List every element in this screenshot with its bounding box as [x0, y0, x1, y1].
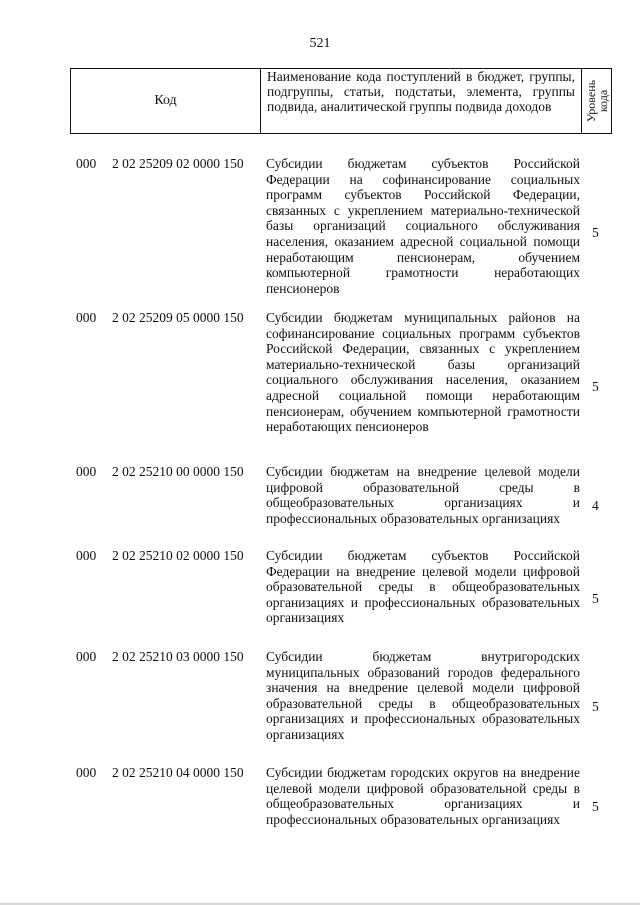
admin-code: 000 [76, 765, 97, 780]
revenue-name: Субсидии бюджетам муниципальных районов на софинансирование социальных программ субъектов Российской Федерации, связанных с укреплением материально-технической базы организаций социального обслуживания населения, оказанием адресной социальной помощи неработающим пенсионерам, обучением компьютерной грамотности неработающих пенсионеров [266, 310, 580, 435]
code-level: 4 [592, 498, 599, 513]
header-level-label: Уровень кода [583, 79, 610, 123]
revenue-code: 2 02 25210 02 0000 150 [112, 548, 244, 563]
table-header [70, 68, 612, 134]
table-body [0, 156, 640, 849]
admin-code: 000 [76, 548, 97, 563]
admin-code: 000 [76, 310, 97, 325]
header-level-cell [582, 69, 611, 133]
revenue-name: Субсидии бюджетам на внедрение целевой модели цифровой образовательной среды в общеобразовательных организациях и профессиональных образовательных организациях [266, 464, 580, 526]
header-code-cell: Код [71, 69, 261, 133]
table-row [0, 464, 640, 548]
header-name-cell: Наименование кода поступлений в бюджет, группы, подгруппы, статьи, подстатьи, элемента, группы подвида, аналитической группы подвида доходов [261, 69, 582, 133]
admin-code: 000 [76, 649, 97, 664]
code-level: 5 [592, 590, 599, 606]
table-row [0, 156, 640, 310]
table-row [0, 548, 640, 649]
revenue-name: Субсидии бюджетам городских округов на внедрение целевой модели цифровой образовательной среды в общеобразовательных организациях и профессиональных образовательных организациях [266, 765, 580, 827]
code-level: 5 [592, 799, 599, 814]
admin-code: 000 [76, 464, 97, 479]
table-row [0, 765, 640, 849]
table-row [0, 649, 640, 765]
admin-code: 000 [76, 156, 97, 171]
revenue-name: Субсидии бюджетам внутригородских муниципальных образований городов федерального значения на внедрение целевой модели цифровой образовательной среды в общеобразовательных организациях и профессиональных образовательных организациях [266, 649, 580, 742]
revenue-name: Субсидии бюджетам субъектов Российской Федерации на софинансирование социальных программ субъектов Российской Федерации, связанных с укреплением материально-технической базы организаций социального обслуживания населения, оказанием адресной социальной помощи неработающим пенсионерам, обучением компьютерной грамотности неработающих пенсионеров [266, 156, 580, 296]
revenue-code: 2 02 25209 05 0000 150 [112, 310, 244, 325]
code-level: 5 [592, 225, 599, 240]
page-number: 521 [309, 36, 331, 51]
revenue-code: 2 02 25209 02 0000 150 [112, 156, 244, 171]
revenue-name: Субсидии бюджетам субъектов Российской Федерации на внедрение целевой модели цифровой образовательной среды в общеобразовательных организациях и профессиональных образовательных организациях [266, 548, 580, 626]
revenue-code: 2 02 25210 04 0000 150 [112, 765, 244, 780]
revenue-code: 2 02 25210 00 0000 150 [112, 464, 244, 479]
table-row [0, 310, 640, 464]
code-level: 5 [592, 699, 599, 714]
code-level: 5 [592, 379, 599, 394]
revenue-code: 2 02 25210 03 0000 150 [112, 649, 244, 664]
